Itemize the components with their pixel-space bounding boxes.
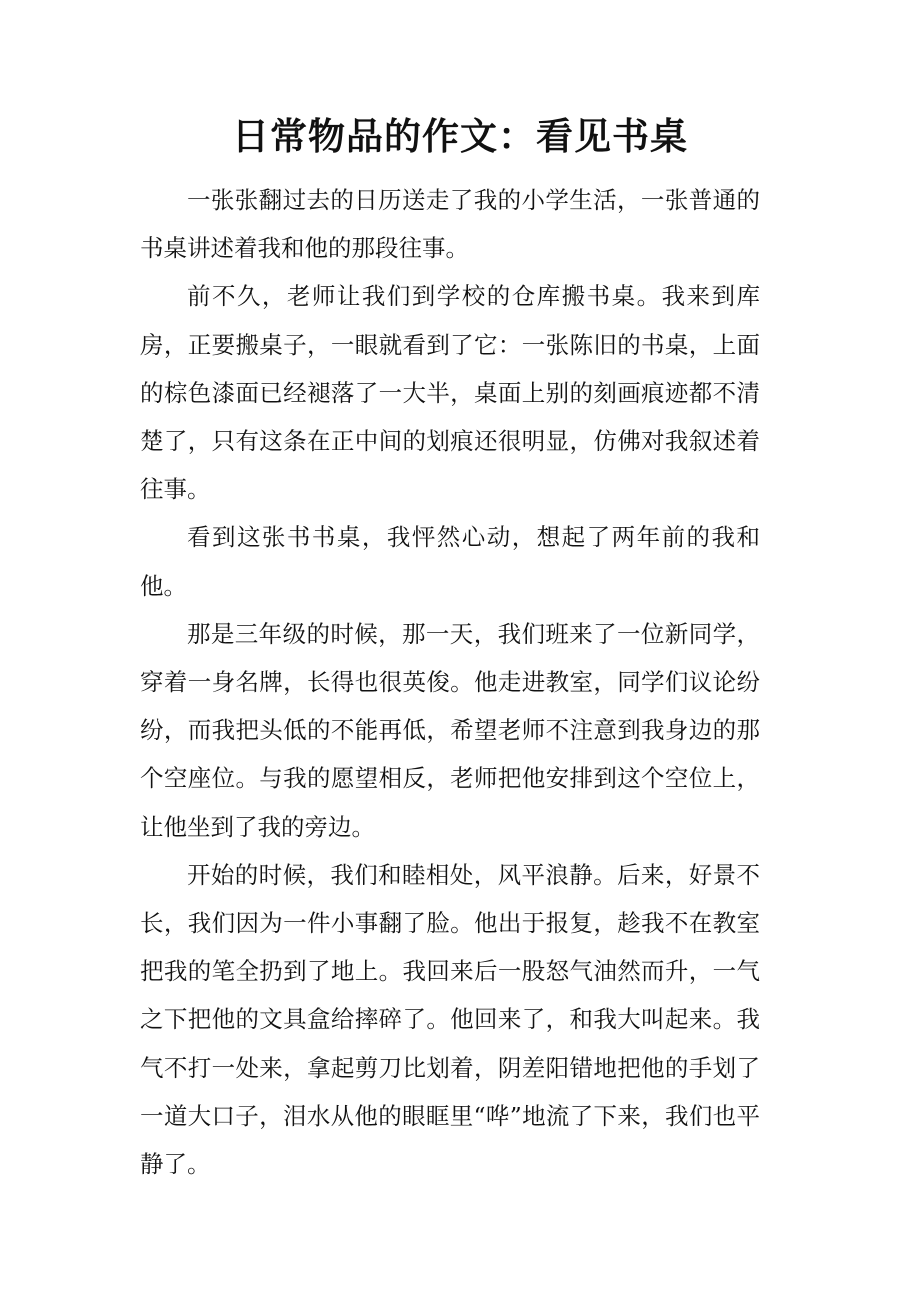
paragraph-3: 看到这张书书桌，我怦然心动，想起了两年前的我和他。: [140, 523, 760, 600]
document-body: [140, 176, 760, 1188]
paragraph-2: 前不久，老师让我们到学校的仓库搬书桌。我来到库房，正要搬桌子，一眼就看到了它：一张陈旧的书桌，上面的棕色漆面已经褪落了一大半，桌面上别的刻画痕迹都不清楚了，只有这条在正中间的划痕还很明显，仿佛对我叙述着往事。: [140, 282, 760, 504]
paragraph-5: 开始的时候，我们和睦相处，风平浪静。后来，好景不长，我们因为一件小事翻了脸。他出于报复，趁我不在教室把我的笔全扔到了地上。我回来后一股怒气油然而升，一气之下把他的文具盒给摔碎了。他回来了，和我大叫起来。我气不打一处来，拿起剪刀比划着，阴差阳错地把他的手划了一道大口子，泪水从他的眼眶里“哗”地流了下来，我们也平静了。: [140, 860, 760, 1179]
document-title: 日常物品的作文：看见书桌: [232, 114, 688, 158]
paragraph-4: 那是三年级的时候，那一天，我们班来了一位新同学，穿着一身名牌，长得也很英俊。他走进教室，同学们议论纷纷，而我把头低的不能再低，希望老师不注意到我身边的那个空座位。与我的愿望相反，老师把他安排到这个空位上，让他坐到了我的旁边。: [140, 619, 760, 841]
paragraph-1: 一张张翻过去的日历送走了我的小学生活，一张普通的书桌讲述着我和他的那段往事。: [140, 186, 760, 263]
